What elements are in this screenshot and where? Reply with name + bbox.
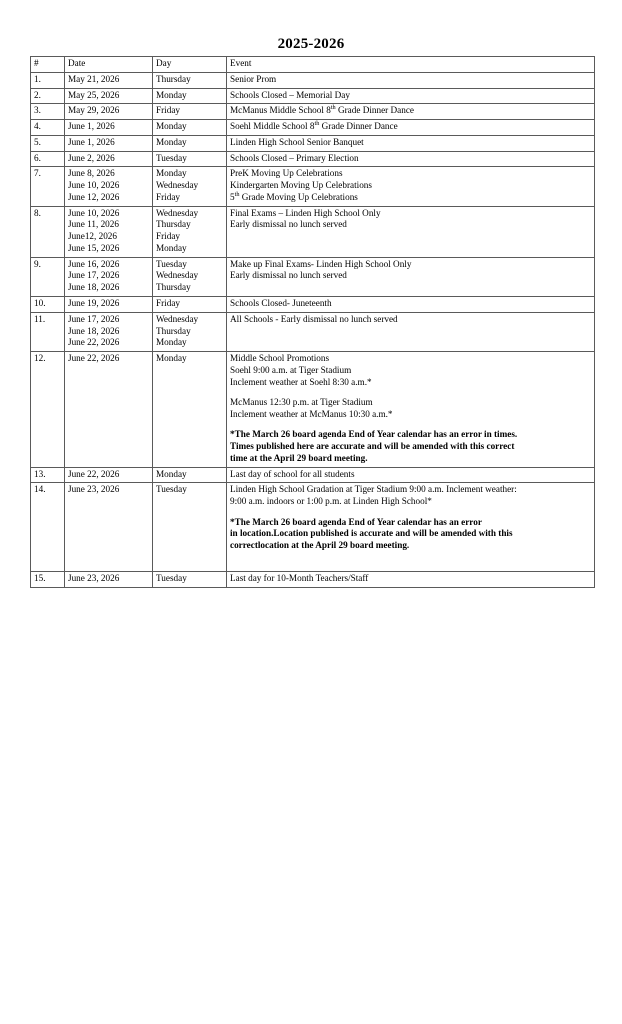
row-day-line: Tuesday bbox=[156, 484, 187, 495]
row-day-line: Monday bbox=[156, 136, 187, 147]
row-number: 11. bbox=[31, 312, 65, 351]
row-event-line: All Schools - Early dismissal no lunch served bbox=[230, 313, 398, 324]
row-event-line bbox=[230, 561, 591, 570]
row-event-line: Times published here are accurate and will be amended with this correct bbox=[230, 441, 515, 452]
row-event-line bbox=[230, 552, 591, 561]
row-date-line: June 11, 2026 bbox=[68, 219, 119, 230]
table-row bbox=[31, 120, 595, 136]
row-day-line: Monday bbox=[156, 337, 187, 348]
table-row bbox=[31, 88, 595, 104]
row-number: 9. bbox=[31, 257, 65, 296]
row-event-line: Schools Closed – Primary Election bbox=[230, 152, 359, 163]
row-event bbox=[227, 72, 595, 88]
row-date bbox=[65, 257, 153, 296]
row-date-line: June 8, 2026 bbox=[68, 168, 115, 179]
row-number: 8. bbox=[31, 206, 65, 257]
row-event-line: Kindergarten Moving Up Celebrations bbox=[230, 180, 372, 191]
row-event bbox=[227, 120, 595, 136]
row-date bbox=[65, 206, 153, 257]
table-row bbox=[31, 352, 595, 468]
row-event bbox=[227, 483, 595, 572]
row-day-line: Monday bbox=[156, 121, 187, 132]
row-day bbox=[153, 120, 227, 136]
row-date bbox=[65, 151, 153, 167]
row-event-line: 9:00 a.m. indoors or 1:00 p.m. at Linden High School* bbox=[230, 496, 432, 507]
row-day-line: Monday bbox=[156, 353, 187, 364]
row-number: 7. bbox=[31, 167, 65, 206]
row-day-line: Monday bbox=[156, 242, 187, 253]
row-date-line: June 23, 2026 bbox=[68, 484, 120, 495]
row-date bbox=[65, 167, 153, 206]
table-row bbox=[31, 206, 595, 257]
row-date bbox=[65, 467, 153, 483]
row-event-line: Soehl Middle School 8th Grade Dinner Dance bbox=[230, 120, 398, 132]
row-day-line: Monday bbox=[156, 89, 187, 100]
row-date bbox=[65, 352, 153, 468]
row-date-line: June 17, 2026 bbox=[68, 270, 120, 281]
row-date bbox=[65, 120, 153, 136]
row-event bbox=[227, 88, 595, 104]
row-day-line: Wednesday bbox=[156, 313, 199, 324]
row-event bbox=[227, 167, 595, 206]
table-row bbox=[31, 297, 595, 313]
row-day-line: Tuesday bbox=[156, 258, 187, 269]
row-day bbox=[153, 467, 227, 483]
row-date-line: June 12, 2026 bbox=[68, 191, 120, 202]
table-row bbox=[31, 467, 595, 483]
table-row bbox=[31, 151, 595, 167]
row-event bbox=[227, 135, 595, 151]
row-event-line: Last day of school for all students bbox=[230, 468, 355, 479]
row-day bbox=[153, 312, 227, 351]
row-number: 4. bbox=[31, 120, 65, 136]
row-event-line: *The March 26 board agenda End of Year calendar has an error in times. bbox=[230, 429, 518, 440]
row-day-line: Tuesday bbox=[156, 152, 187, 163]
row-event bbox=[227, 206, 595, 257]
table-row bbox=[31, 135, 595, 151]
row-date-line: June 18, 2026 bbox=[68, 325, 120, 336]
row-date bbox=[65, 483, 153, 572]
row-day bbox=[153, 206, 227, 257]
row-date-line: June 16, 2026 bbox=[68, 258, 120, 269]
row-date-line: June12, 2026 bbox=[68, 231, 117, 242]
row-day-line: Thursday bbox=[156, 325, 191, 336]
row-event-line: time at the April 29 board meeting. bbox=[230, 452, 368, 463]
row-event-line: Schools Closed – Memorial Day bbox=[230, 89, 350, 100]
row-day bbox=[153, 167, 227, 206]
row-date-line: June 18, 2026 bbox=[68, 282, 120, 293]
row-event-line: Soehl 9:00 a.m. at Tiger Stadium bbox=[230, 364, 352, 375]
table-row bbox=[31, 483, 595, 572]
row-date-line: June 1, 2026 bbox=[68, 136, 115, 147]
row-date-line: June 2, 2026 bbox=[68, 152, 115, 163]
row-date bbox=[65, 104, 153, 120]
row-date bbox=[65, 572, 153, 588]
row-date-line: May 21, 2026 bbox=[68, 73, 120, 84]
row-day bbox=[153, 483, 227, 572]
row-day-line: Wednesday bbox=[156, 180, 199, 191]
row-event-line: Inclement weather at McManus 10:30 a.m.* bbox=[230, 408, 393, 419]
row-day bbox=[153, 88, 227, 104]
row-event bbox=[227, 572, 595, 588]
row-event-line: 5th Grade Moving Up Celebrations bbox=[230, 190, 358, 202]
row-date-line: June 22, 2026 bbox=[68, 337, 120, 348]
row-date-line: June 19, 2026 bbox=[68, 298, 120, 309]
row-event bbox=[227, 297, 595, 313]
row-date-line: May 25, 2026 bbox=[68, 89, 120, 100]
row-event-line: Linden High School Senior Banquet bbox=[230, 136, 364, 147]
row-day-line: Friday bbox=[156, 231, 180, 242]
row-number: 13. bbox=[31, 467, 65, 483]
row-number: 15. bbox=[31, 572, 65, 588]
table-row bbox=[31, 167, 595, 206]
row-event-line: *The March 26 board agenda End of Year calendar has an error bbox=[230, 516, 482, 527]
end-of-year-calendar-table bbox=[30, 56, 595, 588]
row-date-line: June 1, 2026 bbox=[68, 121, 115, 132]
row-date-line: June 15, 2026 bbox=[68, 242, 120, 253]
row-date-line: June 10, 2026 bbox=[68, 180, 120, 191]
row-day bbox=[153, 72, 227, 88]
row-day-line: Thursday bbox=[156, 282, 191, 293]
table-row bbox=[31, 72, 595, 88]
row-event bbox=[227, 257, 595, 296]
column-header-date: Date bbox=[65, 57, 153, 73]
row-number: 14. bbox=[31, 483, 65, 572]
row-event bbox=[227, 467, 595, 483]
row-event-line bbox=[230, 388, 591, 397]
row-number: 5. bbox=[31, 135, 65, 151]
row-day-line: Thursday bbox=[156, 219, 191, 230]
row-number: 2. bbox=[31, 88, 65, 104]
row-event-line: Final Exams – Linden High School Only bbox=[230, 207, 381, 218]
row-day-line: Tuesday bbox=[156, 573, 187, 584]
row-date bbox=[65, 135, 153, 151]
row-event bbox=[227, 151, 595, 167]
row-event-line: in location.Location published is accurate and will be amended with this bbox=[230, 528, 513, 539]
row-day-line: Wednesday bbox=[156, 270, 199, 281]
page-title: 2025-2026 bbox=[277, 36, 345, 52]
row-event bbox=[227, 104, 595, 120]
row-event-line: correctlocation at the April 29 board meeting. bbox=[230, 540, 410, 551]
row-day bbox=[153, 572, 227, 588]
row-day-line: Friday bbox=[156, 298, 180, 309]
row-date bbox=[65, 72, 153, 88]
row-number: 1. bbox=[31, 72, 65, 88]
row-event-line: McManus Middle School 8th Grade Dinner Dance bbox=[230, 104, 414, 116]
row-day bbox=[153, 104, 227, 120]
row-event-line bbox=[230, 508, 591, 517]
row-date bbox=[65, 88, 153, 104]
row-event-line: Schools Closed- Juneteenth bbox=[230, 298, 332, 309]
row-date-line: June 22, 2026 bbox=[68, 353, 120, 364]
row-event-line: Early dismissal no lunch served bbox=[230, 219, 347, 230]
column-header-event: Event bbox=[227, 57, 595, 73]
row-number: 6. bbox=[31, 151, 65, 167]
row-day bbox=[153, 352, 227, 468]
row-day-line: Friday bbox=[156, 105, 180, 116]
table-row bbox=[31, 104, 595, 120]
row-date-line: June 23, 2026 bbox=[68, 573, 120, 584]
row-day-line: Thursday bbox=[156, 73, 191, 84]
row-day bbox=[153, 151, 227, 167]
row-date bbox=[65, 312, 153, 351]
row-event bbox=[227, 352, 595, 468]
row-event-line bbox=[230, 421, 591, 430]
row-day bbox=[153, 297, 227, 313]
column-header-number: # bbox=[31, 57, 65, 73]
row-day bbox=[153, 135, 227, 151]
row-day-line: Wednesday bbox=[156, 207, 199, 218]
row-day-line: Friday bbox=[156, 191, 180, 202]
row-date-line: June 17, 2026 bbox=[68, 313, 120, 324]
row-number: 3. bbox=[31, 104, 65, 120]
row-number: 10. bbox=[31, 297, 65, 313]
row-event-line: Make up Final Exams- Linden High School Only bbox=[230, 258, 412, 269]
row-day bbox=[153, 257, 227, 296]
column-header-day: Day bbox=[153, 57, 227, 73]
table-row bbox=[31, 257, 595, 296]
table-row bbox=[31, 572, 595, 588]
row-event-line: PreK Moving Up Celebrations bbox=[230, 168, 343, 179]
row-event-line: Middle School Promotions bbox=[230, 353, 330, 364]
row-day-line: Monday bbox=[156, 468, 187, 479]
row-number: 12. bbox=[31, 352, 65, 468]
row-event-line: Last day for 10-Month Teachers/Staff bbox=[230, 573, 369, 584]
row-date-line: May 29, 2026 bbox=[68, 105, 120, 116]
row-date-line: June 22, 2026 bbox=[68, 468, 120, 479]
table-header-row bbox=[31, 57, 595, 73]
row-date bbox=[65, 297, 153, 313]
row-date-line: June 10, 2026 bbox=[68, 207, 120, 218]
table-row bbox=[31, 312, 595, 351]
row-event-line: Inclement weather at Soehl 8:30 a.m.* bbox=[230, 376, 372, 387]
row-event-line: Linden High School Gradation at Tiger Stadium 9:00 a.m. Inclement weather: bbox=[230, 484, 517, 495]
row-event-line: Early dismissal no lunch served bbox=[230, 270, 347, 281]
table-body bbox=[31, 57, 595, 588]
row-day-line: Monday bbox=[156, 168, 187, 179]
row-event bbox=[227, 312, 595, 351]
row-event-line: Senior Prom bbox=[230, 73, 277, 84]
row-event-line: McManus 12:30 p.m. at Tiger Stadium bbox=[230, 397, 373, 408]
